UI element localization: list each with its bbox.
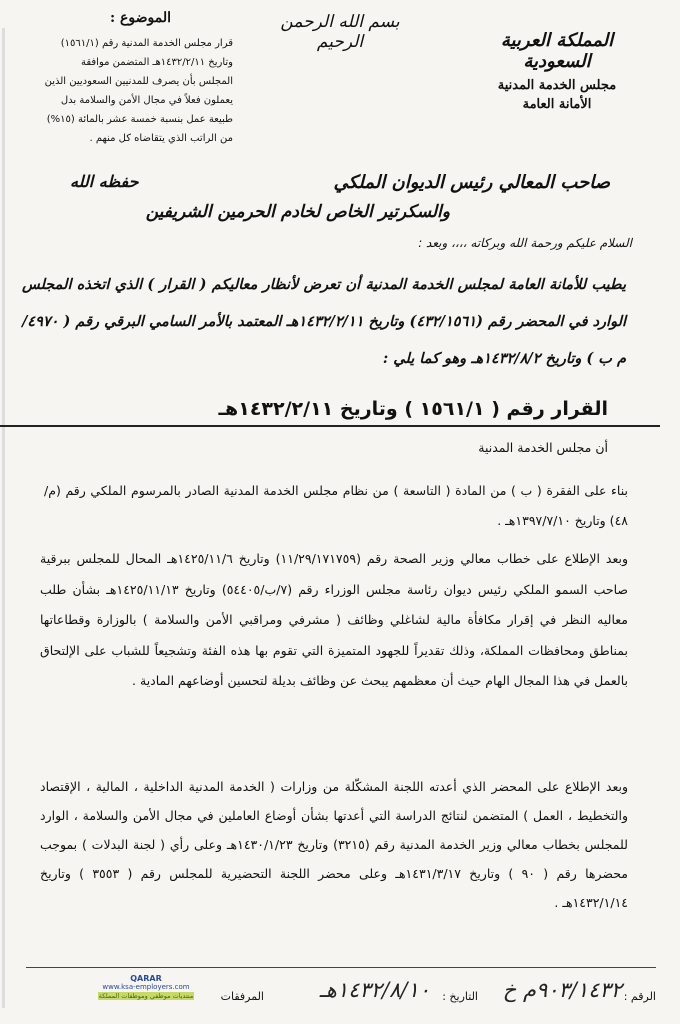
honorific: حفظه الله bbox=[70, 172, 139, 191]
subject-line: من الراتب الذي يتقاضاه كل منهم . bbox=[89, 133, 233, 144]
subject-line: طبيعة عمل بنسبة خمسة عشر بالمائة (١٥%) bbox=[46, 114, 233, 125]
date-value: ١٤٣٢/٨/١٠هـ bbox=[319, 978, 430, 1002]
basmala: بسم الله الرحمن الرحيم bbox=[280, 12, 400, 52]
paragraph-legal-basis: بناء على الفقرة ( ب ) من المادة ( التاسعة ) من نظام مجلس الخدمة المدنية الصادر بالمرسوم الملكي رقم (م/٤٨) وتاريخ ١٣٩٧/٧/١٠هـ . bbox=[44, 483, 628, 528]
council-name: مجلس الخدمة المدنية bbox=[497, 78, 617, 93]
kingdom-name: المملكة العربية السعودية bbox=[500, 30, 614, 72]
watermark-title: QARAR bbox=[130, 974, 162, 983]
number-label: الرقم : bbox=[623, 990, 656, 1003]
decision-title: القرار رقم ( ١٥٦١/١ ) وتاريخ ١٤٣٢/٢/١١هـ bbox=[218, 398, 608, 420]
paragraph-health-minister: وبعد الإطلاع على خطاب معالي وزير الصحة رقم (١١/٢٩/١٧١٧٥٩) وتاريخ ١٤٢٥/١١/٦هـ المحال للمجلس ببرقية صاحب السمو الملكي رئيس ديوان رئاسة مجلس الوزراء رقم (٧/ب/٥٤٤٠٥) وتاريخ ١٤٢٥/١١/١٣هـ بشأن طلب معاليه النظر في إقرار مكافأة مالية لشاغلي وظائف ( مشرفي ومراقبي الأمن والسلامة ) بالوزارة وقطاعاتها بمناطق ومحافظات المملكة، وذلك تقديراً للجهود المتميزة التي تقوم بها هذه الفئة وتشجيعاً للشباب على الإلتحاق بالعمل في هذا المجال الهام حيث أن معظمهم يبحث عن وظائف بديلة لتحسين أوضاعهم المادية . bbox=[40, 551, 628, 688]
decision-underline bbox=[0, 425, 660, 427]
footer-rule bbox=[26, 967, 656, 968]
intro-paragraph: يطيب للأمانة العامة لمجلس الخدمة المدنية أن تعرض لأنظار معاليكم ( القرار ) الذي اتخذه المجلس الوارد في المحضر رقم (٤٣٢/١٥٦١) وتاريخ ١٤٣٢/٢/١١هـ المعتمد بالأمر السامي البرقي رقم ( ٤٩٧٠/م ب ) وتاريخ ١٤٣٢/٨/٢هـ وهو كما يلي : bbox=[22, 276, 627, 367]
secretariat-name: الأمانة العامة bbox=[522, 97, 592, 112]
subject-label: الموضوع : bbox=[110, 10, 171, 26]
subject-line: يعملون فعلاً في مجال الأمن والسلامة بدل bbox=[60, 95, 233, 106]
watermark-tagline: منتديات موظفي وموظفات المملكة bbox=[98, 992, 194, 1000]
scan-edge bbox=[2, 28, 5, 1008]
date-label: التاريخ : bbox=[442, 990, 478, 1003]
council-line: أن مجلس الخدمة المدنية bbox=[478, 440, 608, 455]
subject-line: قرار مجلس الخدمة المدنية رقم (١٥٦١/١) bbox=[60, 38, 233, 49]
subject-line: المجلس بأن يصرف للمدنيين السعوديين الذين bbox=[44, 76, 233, 87]
watermark-url: www.ksa-employers.com bbox=[102, 983, 190, 991]
addressee-line-1: صاحب المعالي رئيس الديوان الملكي bbox=[333, 172, 610, 193]
paragraph-committee: وبعد الإطلاع على المحضر الذي أعدته اللجنة المشكّلة من وزارات ( الخدمة المدنية الداخلية ، المالية ، الإقتصاد والتخطيط ، العمل ) المتضمن لنتائج الدراسة التي أعدتها بشأن أوضاع العاملين في مجال الأمن والسلامة ، الوارد للمجلس بخطاب معالي وزير الخدمة المدنية رقم (٣٢١٥) وتاريخ ١٤٣٠/١/٢٣هـ وعلى رأي ( لجنة البدلات ) بموجب محضرها رقم ( ٩٠ ) وتاريخ ١٤٣١/٣/١٧هـ وعلى محضر اللجنة التحضيرية للمجلس رقم ( ٣٥٥٣ ) وتاريخ ١٤٣٢/١/١٤هـ . bbox=[40, 779, 628, 910]
number-value: ٩٠٣/١٤٣٢م خ bbox=[502, 978, 622, 1002]
attachments-label: المرفقات bbox=[220, 990, 264, 1003]
greeting: السلام عليكم ورحمة الله وبركاته ،،،، وبعد : bbox=[418, 236, 632, 250]
subject-box bbox=[18, 34, 233, 148]
watermark-logo bbox=[98, 974, 194, 1000]
subject-line: وتاريخ ١٤٣٢/٢/١١هـ المتضمن موافقة bbox=[80, 57, 233, 68]
addressee-line-2: والسكرتير الخاص لخادم الحرمين الشريفين bbox=[145, 202, 450, 222]
letterhead bbox=[482, 30, 632, 112]
